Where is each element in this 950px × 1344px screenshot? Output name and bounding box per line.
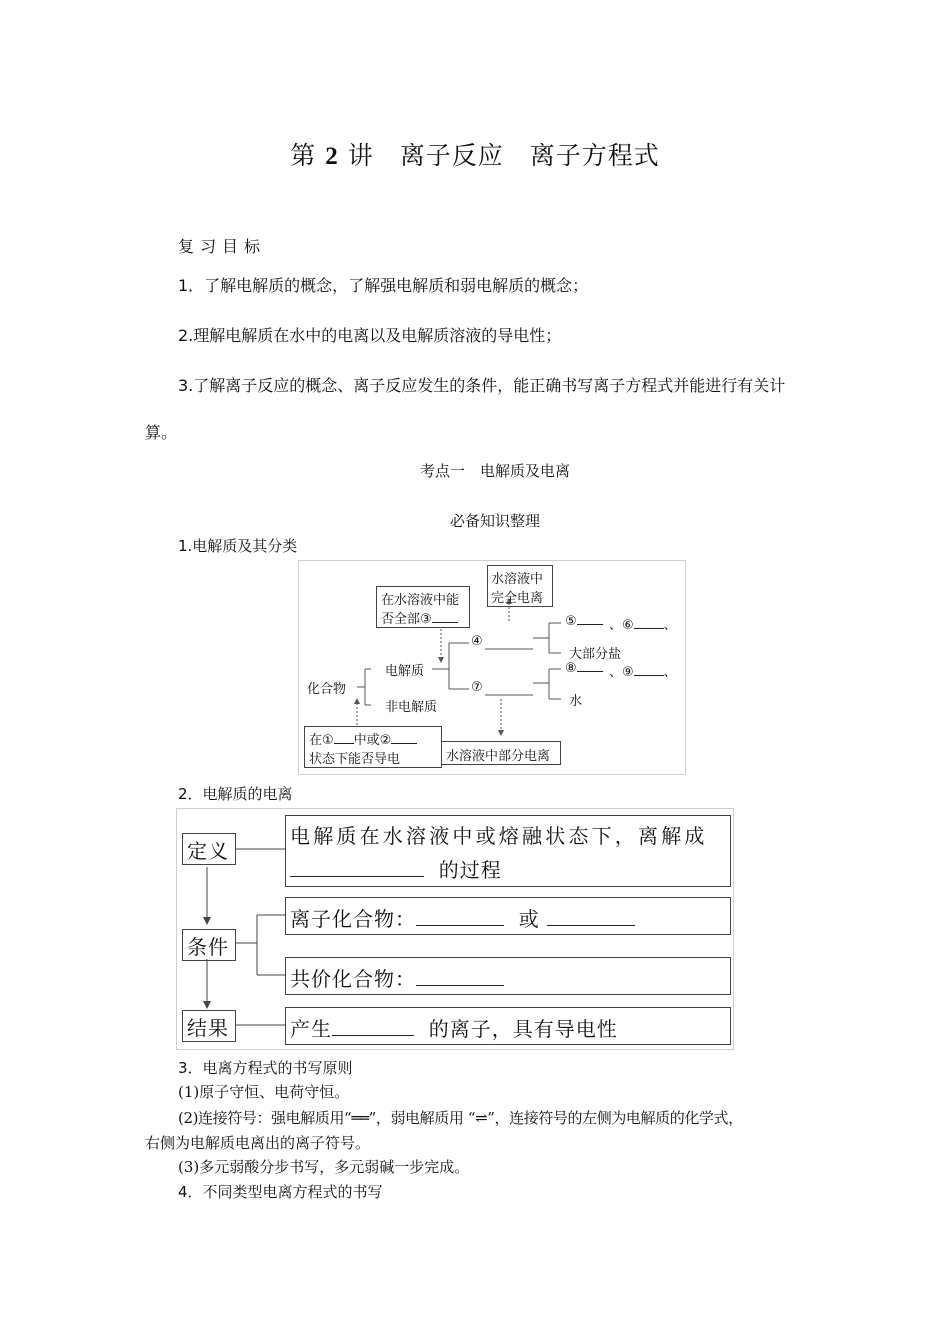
q3-line2: 否全部③ (381, 608, 458, 627)
subsection-title: 必备知识整理 (449, 512, 540, 530)
blank-9: 、⑨ 、 (609, 665, 677, 680)
partial-ion-text: 水溶液中部分电离 (446, 749, 551, 764)
covalent-compound-text: 共价化合物： (290, 963, 504, 992)
blank-5: ⑤ (565, 614, 603, 629)
cond-line1: 在① 中或② (309, 729, 417, 748)
blank-7: ⑦ (471, 680, 483, 695)
full-ion-line2: 完全电离 (491, 591, 544, 606)
condition-label: 条件 (187, 935, 229, 959)
q3-line1: 在水溶液中能 (381, 593, 460, 608)
rule-3: (3)多元弱酸分步书写，多元弱碱一步完成。 (178, 1158, 470, 1176)
definition-label: 定义 (187, 839, 229, 863)
definition-text-box (285, 815, 731, 887)
rule-1: (1)原子守恒、电荷守恒。 (178, 1083, 350, 1101)
cond-line2: 状态下能否导电 (309, 752, 401, 767)
condition-label-box (182, 929, 236, 961)
most-salts-label: 大部分盐 (569, 647, 622, 662)
full-ion-line1: 水溶液中 (491, 572, 544, 587)
rule-2: (2)连接符号：强电解质用“══”，弱电解质用 “⇌”，连接符号的左侧为电解质的化学式， (178, 1109, 743, 1127)
section-title: 考点一 电解质及电离 (419, 462, 570, 480)
item1-title: 1.电解质及其分类 (178, 537, 298, 555)
water-label: 水 (569, 694, 583, 709)
ionic-compound-text: 离子化合物： 或 (290, 903, 635, 932)
full-ionization-box (487, 565, 553, 607)
page-title: 第 2 讲 离子反应 离子方程式 (290, 141, 660, 170)
goals-heading: 复习目标 (178, 237, 267, 256)
rule-2-cont: 右侧为电解质电离出的离子符号。 (145, 1134, 371, 1152)
ionic-compound-box (285, 897, 731, 935)
nonelectrolyte-label: 非电解质 (385, 700, 438, 715)
result-text-box (285, 1007, 731, 1045)
result-label: 结果 (187, 1016, 229, 1040)
goal-1: 1．了解电解质的概念，了解强电解质和弱电解质的概念； (178, 276, 589, 295)
goal-3-cont: 算。 (145, 423, 178, 442)
electrolyte-classification-diagram (298, 560, 686, 775)
item2-title: 2．电解质的电离 (178, 785, 293, 803)
result-label-box (182, 1010, 236, 1042)
definition-text-line1: 电解质在水溶液中或熔融状态下，离解成 (290, 824, 708, 848)
item3-title: 3．电离方程式的书写原则 (178, 1059, 353, 1077)
definition-text-line2: 的过程 (290, 854, 502, 883)
complete-ionization-question-box (376, 586, 470, 628)
blank-6: 、⑥ 、 (609, 618, 677, 633)
covalent-compound-box (285, 957, 731, 995)
partial-ionization-box (441, 741, 561, 765)
item4-title: 4．不同类型电离方程式的书写 (178, 1183, 383, 1201)
conductivity-condition-box (304, 726, 442, 768)
blank-8: ⑧ (565, 661, 603, 676)
blank-4: ④ (471, 634, 483, 649)
definition-label-box (182, 833, 236, 865)
ionization-diagram (176, 808, 734, 1050)
result-text: 产生 的离子，具有导电性 (290, 1017, 618, 1041)
goal-2: 2.理解电解质在水中的电离以及电解质溶液的导电性； (178, 326, 562, 345)
compound-label: 化合物 (307, 682, 347, 697)
goal-3: 3.了解离子反应的概念、离子反应发生的条件，能正确书写离子方程式并能进行有关计 (178, 376, 786, 395)
electrolyte-label: 电解质 (385, 664, 425, 679)
